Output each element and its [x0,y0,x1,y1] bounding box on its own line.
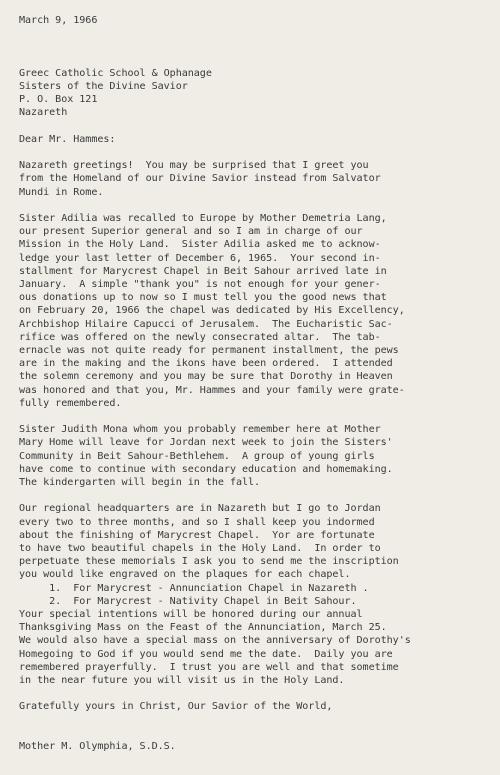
plaque-item-1: 1. For Marycrest - Annunciation Chapel in Nazareth . [19,582,369,594]
body-line: Mary Home will leave for Jordan next week to join the Sisters' [19,437,393,449]
body-line: in the near future you will visit us in the Holy Land. [19,675,345,687]
body-line: about the finishing of Marycrest Chapel. Yor are fortunate [19,529,375,541]
paragraph-2 [19,212,486,410]
body-line: to have two beautiful chapels in the Holy Land. In order to [19,543,381,554]
body-line: remembered prayerfully. I trust you are well and that sometime [19,661,399,673]
body-line: ernacle was not quite ready for permanent installment, the pews [19,344,399,356]
body-line: January. A simple "thank you" is not enough for your gener- [19,278,381,290]
body-line: ledge your last letter of December 6, 1965. Your second in- [19,252,381,264]
body-line: The kindergarten will begin in the fall. [19,477,261,488]
body-line: Archbishop Hilaire Capucci of Jerusalem. The Eucharistic Sac- [19,318,393,330]
body-line: Thanksgiving Mass on the Feast of the Annunciation, March 25. [19,622,387,634]
body-line: every two to three months, and so I shall keep you indormed [19,516,375,528]
body-line: the solemn ceremony and you may be sure that Dorothy in Heaven [19,371,393,383]
letter-date: March 9, 1966 [19,15,98,26]
closing: Gratefully yours in Christ, Our Savior of the World, [19,701,333,713]
body-line: Homegoing to God if you would send me the date. Daily you are [19,648,393,660]
paragraph-4 [19,502,486,687]
body-line: Sister Adilia was recalled to Europe by Mother Demetria Lang, [19,212,387,224]
address-line-4: Nazareth [19,107,68,119]
signature: Mother M. Olymphia, S.D.S. [19,741,176,752]
body-line: Community in Beit Sahour-Bethlehem. A group of young girls [19,450,375,462]
body-line: Mission in the Holy Land. Sister Adilia asked me to acknow- [19,239,381,251]
body-line: are in the making and the ikons have been ordered. I attended [19,358,393,370]
paragraph-1 [19,159,486,199]
body-line: from the Homeland of our Divine Savior instead from Salvator [19,173,381,185]
body-line: Mundi in Rome. [19,186,104,198]
body-line: fully remembered. [19,397,122,409]
address-line-1: Greec Catholic School & Ophanage [19,67,212,79]
body-line: perpetuate these memorials I ask you to send me the inscription [19,556,399,568]
body-line: rifice was offered on the newly consecrated altar. The tab- [19,331,381,343]
body-line: Nazareth greetings! You may be surprised that I greet you [19,160,369,172]
body-line: have come to continue with secondary education and homemaking. [19,463,393,475]
body-line: Your special intentions will be honored during our annual [19,609,363,621]
recipient-address [19,67,486,120]
paragraph-3 [19,423,486,489]
body-line: Sister Judith Mona whom you probably remember here at Mother [19,424,381,436]
body-line: was honored and that you, Mr. Hammes and your family were grate- [19,384,405,396]
body-line: Our regional headquarters are in Nazareth but I go to Jordan [19,503,381,515]
body-line: on February 20, 1966 the chapel was dedicated by His Excellency, [19,305,405,317]
address-line-2: Sisters of the Divine Savior [19,80,188,92]
body-line: ous donations up to now so I must tell you the good news that [19,292,387,304]
body-line: stallment for Marycrest Chapel in Beit Sahour arrived late in [19,265,387,277]
plaque-item-2: 2. For Marycrest - Nativity Chapel in Beit Sahour. [19,595,357,607]
address-line-3: P. O. Box 121 [19,94,98,106]
body-line: We would also have a special mass on the anniversary of Dorothy's [19,635,411,647]
body-line: our present Superior general and so I am in charge of our [19,226,363,238]
body-line: you would like engraved on the plaques for each chapel. [19,569,351,581]
salutation: Dear Mr. Hammes: [19,133,116,145]
